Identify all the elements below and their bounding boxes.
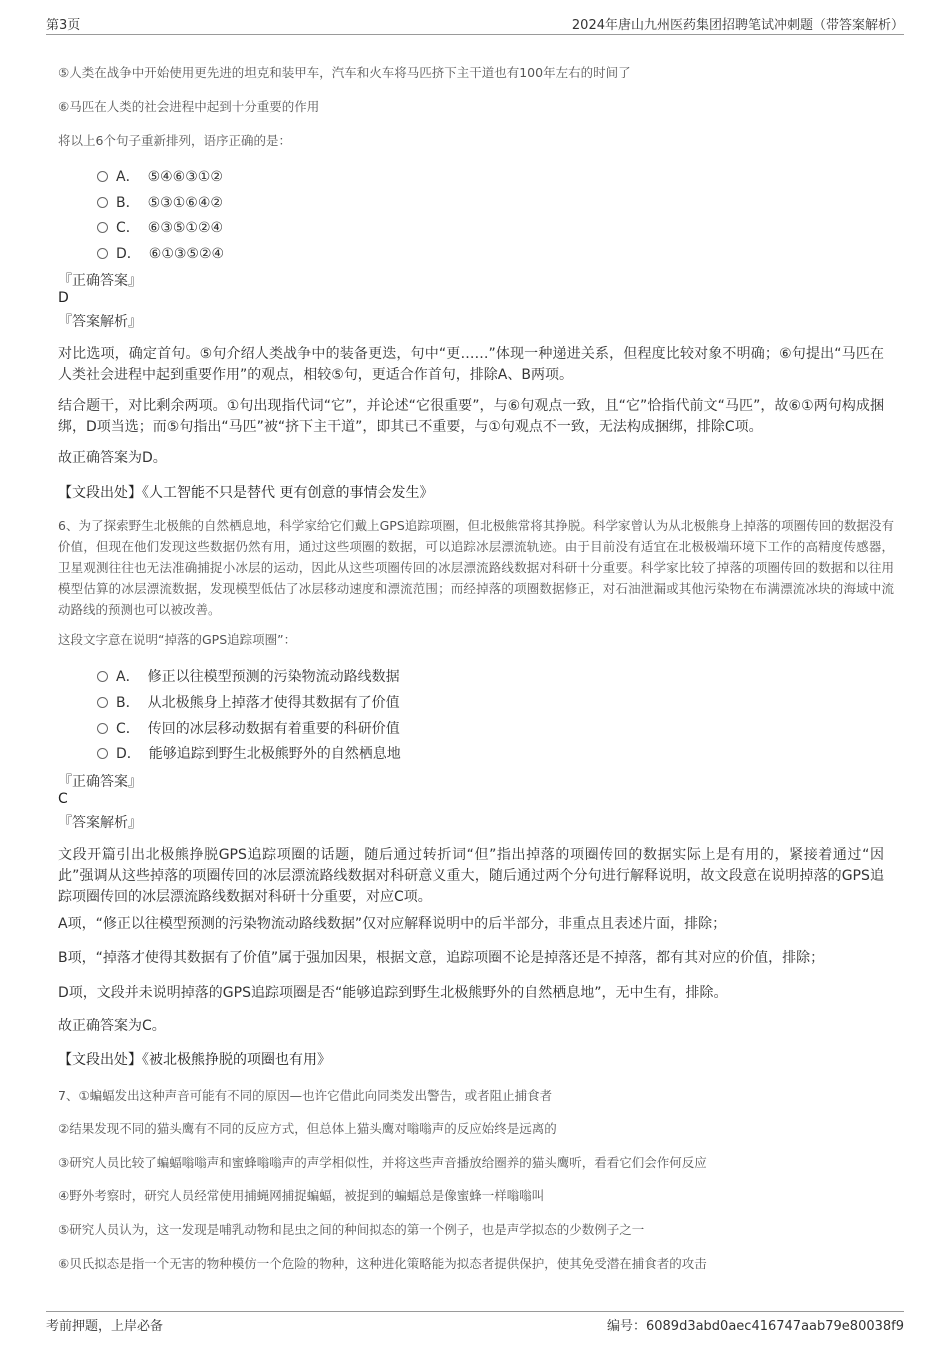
- q6-answer: C: [58, 791, 68, 807]
- footer-slogan: 考前押题，上岸必备: [46, 1319, 164, 1334]
- q6-source: 【文段出处】《被北极熊挣脱的项圈也有用》: [58, 1052, 331, 1068]
- q6-analysis-paragraph-3: B项，“掉落才使得其数据有了价值”属于强加因果，根据文意，追踪项圈不论是掉落还是不掉落，都有其对应的价值，排除；: [58, 950, 825, 966]
- page-header: [46, 12, 904, 35]
- q5-analysis-paragraph-1: 对比选项，确定首句。⑤句介绍人类战争中的装备更迭，句中“更……”体现一种递进关系，但程度比较对象不明确；⑥句提出“马匹在人类社会进程中起到重要作用”的观点，相较⑤句，更适合作首句，排除A、B两项。: [58, 346, 884, 383]
- radio-icon[interactable]: [97, 671, 108, 682]
- q7-sentence-2: ②结果发现不同的猫头鹰有不同的反应方式，但总体上猫头鹰对嗡嗡声的反应始终是远离的: [58, 1121, 557, 1136]
- page-footer: [46, 1311, 904, 1334]
- q7-sentence-5: ⑤研究人员认为，这一发现是哺乳动物和昆虫之间的种间拟态的第一个例子，也是声学拟态的少数例子之一: [58, 1222, 645, 1237]
- q6-analysis-paragraph-2: A项，“修正以往模型预测的污染物流动路线数据”仅对应解释说明中的后半部分，非重点且表述片面，排除；: [58, 916, 727, 932]
- radio-icon[interactable]: [97, 222, 108, 233]
- q5-answer-label: 『正确答案』: [58, 273, 142, 289]
- q6-analysis-paragraph-1: 文段开篇引出北极熊挣脱GPS追踪项圈的话题，随后通过转折词“但”指出掉落的项圈传回的数据实际上是有用的，紧接着通过“因此”强调从这些掉落的项圈传回的冰层漂流路线数据对科研意义重大，随后通过两个分句进行解释说明，故文段意在说明掉落的GPS追踪项圈传回的冰层漂流路线数据对科研十分重要，对应C项。: [58, 847, 884, 905]
- q6-option-b[interactable]: B． 从北极熊身上掉落才使得其数据有了价值: [97, 692, 400, 712]
- radio-icon[interactable]: [97, 197, 108, 208]
- q5-source: 【文段出处】《人工智能不只是替代 更有创意的事情会发生》: [58, 485, 434, 501]
- document-code: 编号：6089d3abd0aec416747aab79e80038f9: [606, 1319, 904, 1334]
- q5-sentence-5: ⑤人类在战争中开始使用更先进的坦克和装甲车，汽车和火车将马匹挤下主干道也有100年左右的时间了: [58, 65, 631, 80]
- q5-answer: D: [58, 290, 69, 306]
- q7-sentence-6: ⑥贝氏拟态是指一个无害的物种模仿一个危险的物种，这种进化策略能为拟态者提供保护，使其免受潜在捕食者的攻击: [58, 1256, 707, 1271]
- q5-analysis-paragraph-2: 结合题干，对比剩余两项。①句出现指代词“它”，并论述“它很重要”，与⑥句观点一致，且“它”恰指代前文“马匹”，故⑥①两句构成捆绑，D项当选；而⑤句指出“马匹”被“挤下主干道”，即其已不重要，与①句观点不一致，无法构成捆绑，排除C项。: [58, 398, 884, 435]
- radio-icon[interactable]: [97, 723, 108, 734]
- q5-option-a[interactable]: A． ⑤④⑥③①②: [97, 166, 223, 186]
- radio-icon[interactable]: [97, 748, 108, 759]
- q5-option-b[interactable]: B． ⑤③①⑥④②: [97, 192, 223, 212]
- q5-prompt: 将以上6个句子重新排列，语序正确的是：: [58, 133, 291, 148]
- q5-sentence-6: ⑥马匹在人类的社会进程中起到十分重要的作用: [58, 99, 320, 114]
- radio-icon[interactable]: [97, 171, 108, 182]
- radio-icon[interactable]: [97, 248, 108, 259]
- q6-analysis-label: 『答案解析』: [58, 815, 142, 831]
- q5-analysis-paragraph-3: 故正确答案为D。: [58, 450, 167, 466]
- q6-prompt: 这段文字意在说明“掉落的GPS追踪项圈”：: [58, 632, 297, 647]
- radio-icon[interactable]: [97, 697, 108, 708]
- q5-option-d[interactable]: D． ⑥①③⑤②④: [97, 243, 224, 263]
- q7-sentence-4: ④野外考察时，研究人员经常使用捕蝇网捕捉蝙蝠，被捉到的蝙蝠总是像蜜蜂一样嗡嗡叫: [58, 1188, 545, 1203]
- q6-stem: 6、为了探索野生北极熊的自然栖息地，科学家给它们戴上GPS追踪项圈，但北极熊常将其挣脱。科学家曾认为从北极熊身上掉落的项圈传回的数据没有价值，但现在他们发现这些数据仍然有用，通过这些项圈的数据，可以追踪冰层漂流轨迹。由于目前没有适宜在北极极端环境下工作的高精度传感器，卫星观测往往也无法准确捕捉小冰层的运动，因此从这些项圈传回的冰层漂流路线数据对科研十分重要。科学家比较了掉落的项圈传回的数据和以往用模型估算的冰层漂流数据，发现模型低估了冰层移动速度和漂流范围；而经掉落的项圈数据修正，对石油泄漏或其他污染物在布满漂流冰块的海域中流动路线的预测也可以被改善。: [58, 518, 894, 617]
- q6-option-d[interactable]: D． 能够追踪到野生北极熊野外的自然栖息地: [97, 743, 401, 763]
- q6-option-a[interactable]: A． 修正以往模型预测的污染物流动路线数据: [97, 666, 400, 686]
- q6-option-c[interactable]: C． 传回的冰层移动数据有着重要的科研价值: [97, 718, 400, 738]
- q7-sentence-1: 7、①蝙蝠发出这种声音可能有不同的原因—也许它借此向同类发出警告，或者阻止捕食者: [58, 1088, 553, 1103]
- q6-analysis-paragraph-4: D项，文段并未说明掉落的GPS追踪项圈是否“能够追踪到野生北极熊野外的自然栖息地”，无中生有，排除。: [58, 985, 728, 1001]
- document-title: 2024年唐山九州医药集团招聘笔试冲刺题（带答案解析）: [571, 18, 904, 33]
- q5-option-c[interactable]: C． ⑥③⑤①②④: [97, 217, 223, 237]
- q5-analysis-label: 『答案解析』: [58, 314, 142, 330]
- q6-analysis-paragraph-5: 故正确答案为C。: [58, 1018, 166, 1034]
- q7-sentence-3: ③研究人员比较了蝙蝠嗡嗡声和蜜蜂嗡嗡声的声学相似性，并将这些声音播放给圈养的猫头鹰听，看看它们会作何反应: [58, 1155, 707, 1170]
- q6-answer-label: 『正确答案』: [58, 774, 142, 790]
- page-number: 第3页: [46, 18, 81, 33]
